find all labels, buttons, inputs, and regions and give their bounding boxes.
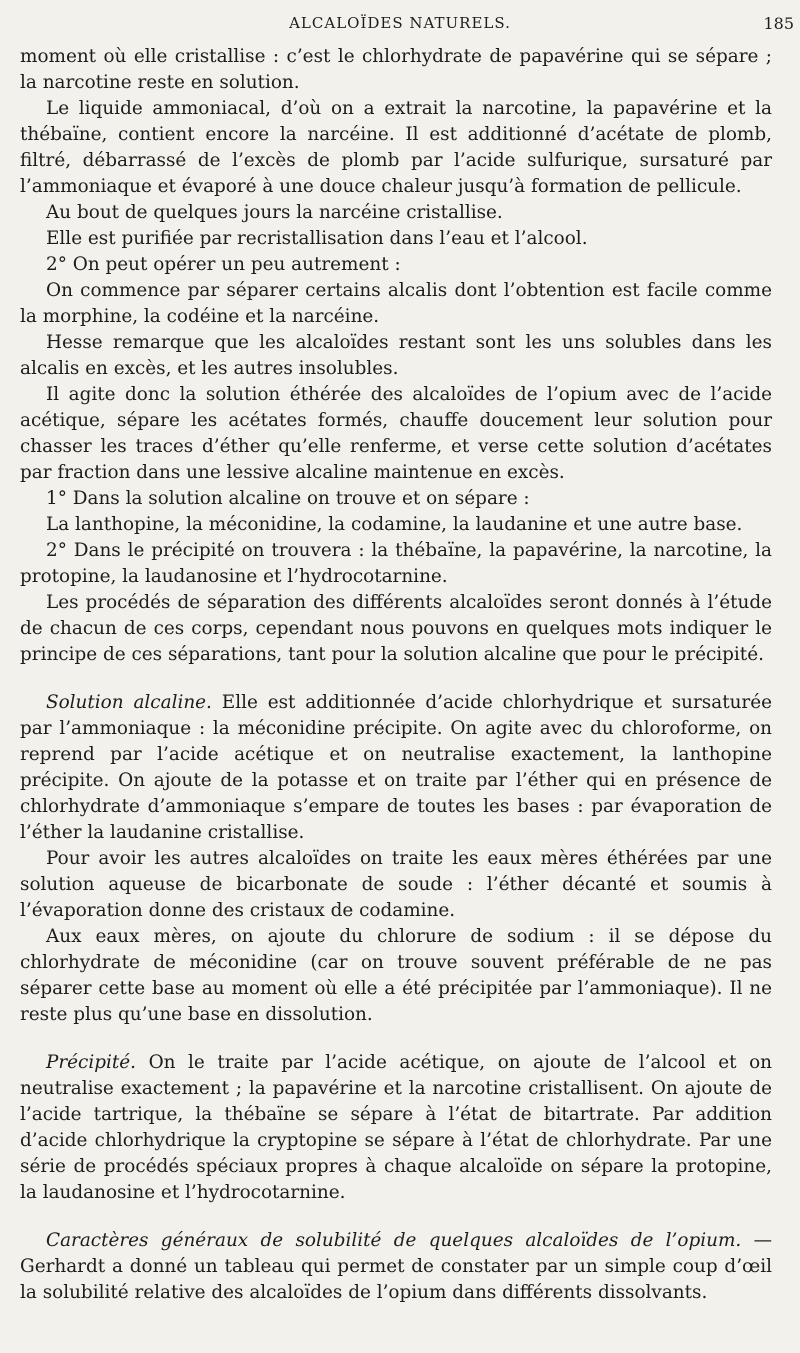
section-solution-alcaline: Solution alcaline. Elle est additionnée d’acide chlorhydrique et sursaturée par l’ammoniaque : la méconidine précipite. On agite avec du chloroforme, on reprend par l’acide acétique et on neutralise exactement, la lanthopine précipite. On ajoute de la potasse et on traite par l’éther qui en présence de chlorhydrate d’ammoniaque s’empare de toutes les bases : par évaporation de l’éther la laudanine cristallise. <box>20 692 772 843</box>
section-precipite: Précipité. On le traite par l’acide acétique, on ajoute de l’alcool et on neutralise exactement ; la papavérine et la narcotine cristallisent. On ajoute de l’acide tartrique, la thébaïne se sépare à l’état de bitartrate. Par addition d’acide chlorhydrique la cryptopine se sépare à l’état de chlorhydrate. Par une série de procédés spéciaux propres à chaque alcaloïde on sépare la protopine, la laudanosine et l’hydrocotarnine. <box>20 1052 772 1203</box>
paragraph: 2° On peut opérer un peu autrement : <box>46 254 401 275</box>
paragraph: Il agite donc la solution éthérée des alcaloïdes de l’opium avec de l’acide acétique, sépare les acétates formés, chauffe doucement leur solution pour chasser les traces d’éther qu’elle renferme, et verse cette solution d’acétates par fraction dans une lessive alcaline maintenue en excès. <box>20 384 772 483</box>
paragraph: 2° Dans le précipité on trouvera : la thébaïne, la papavérine, la narcotine, la protopine, la laudanosine et l’hydrocotarnine. <box>20 540 772 587</box>
paragraph: 1° Dans la solution alcaline on trouve et on sépare : <box>46 488 530 509</box>
page-number: 185 <box>763 14 794 33</box>
paragraph: moment où elle cristallise : c’est le chlorhydrate de papavérine qui se sépare ; la narcotine reste en solution. <box>20 46 772 93</box>
paragraph: Elle est purifiée par recristallisation dans l’eau et l’alcool. <box>46 228 588 249</box>
section-heading: Caractères généraux de solubilité de quelques alcaloïdes de l’opium. <box>46 1230 742 1251</box>
paragraph: Les procédés de séparation des différents alcaloïdes seront donnés à l’étude de chacun de ces corps, cependant nous pouvons en quelques mots indiquer le principe de ces séparations, tant pour la solution alcaline que pour le précipité. <box>20 592 772 665</box>
paragraph: Hesse remarque que les alcaloïdes restant sont les uns solubles dans les alcalis en excès, et les autres insolubles. <box>20 332 772 379</box>
paragraph: Le liquide ammoniacal, d’où on a extrait la narcotine, la papavérine et la thébaïne, contient encore la narcéine. Il est additionné d’acétate de plomb, filtré, débarrassé de l’excès de plomb par l’acide sulfurique, sursaturé par l’ammoniaque et évaporé à une douce chaleur jusqu’à formation de pellicule. <box>20 98 772 197</box>
paragraph: Aux eaux mères, on ajoute du chlorure de sodium : il se dépose du chlorhydrate de méconidine (car on trouve souvent préférable de ne pas séparer cette base au moment où elle a été précipitée par l’ammoniaque). Il ne reste plus qu’une base en dissolution. <box>20 926 772 1025</box>
section-caracteres: Caractères généraux de solubilité de quelques alcaloïdes de l’opium. — Gerhardt a donné un tableau qui permet de constater par un simple coup d’œil la solubilité relative des alcaloïdes de l’opium dans différents dissolvants. <box>20 1230 772 1303</box>
page-header <box>0 14 800 40</box>
page-body <box>20 44 772 1306</box>
paragraph: Pour avoir les autres alcaloïdes on traite les eaux mères éthérées par une solution aqueuse de bicarbonate de soude : l’éther décanté et soumis à l’évaporation donne des cristaux de codamine. <box>20 848 772 921</box>
running-head: ALCALOÏDES NATURELS. <box>289 14 511 32</box>
paragraph: On commence par séparer certains alcalis dont l’obtention est facile comme la morphine, la codéine et la narcéine. <box>20 280 772 327</box>
section-heading: Solution alcaline. <box>46 692 212 713</box>
paragraph: Au bout de quelques jours la narcéine cristallise. <box>46 202 503 223</box>
paragraph: La lanthopine, la méconidine, la codamine, la laudanine et une autre base. <box>46 514 743 535</box>
section-heading: Précipité. <box>46 1052 137 1073</box>
